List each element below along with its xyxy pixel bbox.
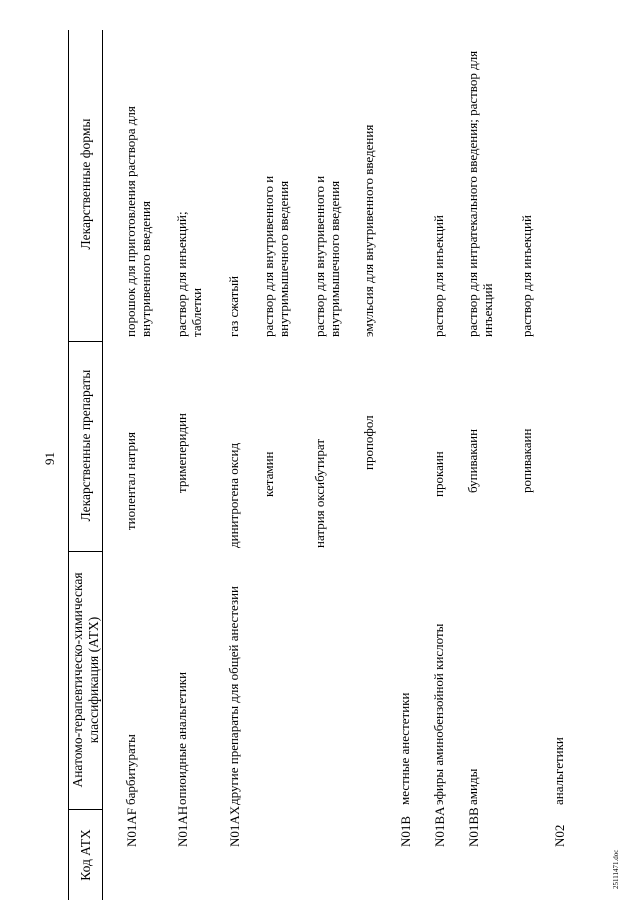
table-row-form: газ сжатый xyxy=(226,275,241,337)
table-row-class: амиды xyxy=(465,768,480,805)
table-row-form: порошок для приготовления раствора для внутривенного введения xyxy=(123,106,153,337)
table-row-drug: пропофол xyxy=(361,415,376,470)
table-row-class: опиоидные анальгетики xyxy=(174,671,189,805)
table-row-drug: тримеперидин xyxy=(174,412,189,493)
table-top-border xyxy=(68,30,69,900)
table-row-drug: бупивакаин xyxy=(465,428,480,493)
table-row-drug: тиопентал натрия xyxy=(123,432,138,530)
table-row-code: N01BB xyxy=(466,807,481,847)
footer-filename: 25111471.doc xyxy=(612,849,620,889)
table-row-class: анальгетики xyxy=(551,737,566,805)
table-row-form: раствор для внутривенного и внутримышечного введения xyxy=(312,175,342,337)
table-row-drug: ропивакаин xyxy=(519,428,534,493)
header-drugs: Лекарственные препараты xyxy=(78,369,93,522)
col-divider-3 xyxy=(68,341,102,342)
table-row-form: раствор для интратекального введения; раствор для инъекций xyxy=(465,50,495,337)
table-row-form: раствор для инъекций xyxy=(431,215,446,337)
table-row-class: другие препараты для общей анестезии xyxy=(226,586,241,805)
table-row-code: N01AH xyxy=(175,805,190,847)
table-row-class: местные анестетики xyxy=(397,692,412,805)
table-row-code: N01AF xyxy=(124,807,139,847)
table-row-code: N01BA xyxy=(432,806,447,847)
table-row-drug: кетамин xyxy=(261,451,276,497)
table-row-form: эмульсия для внутривенного введения xyxy=(361,124,376,337)
table-row-class: эфиры аминобензойной кислоты xyxy=(431,623,446,805)
table-row-drug: прокаин xyxy=(431,451,446,497)
table-row-code: N02 xyxy=(552,824,567,847)
table-row-form: раствор для внутривенного и внутримышечного введения xyxy=(261,175,291,337)
table-row-drug: натрия оксибутират xyxy=(312,438,327,548)
table-row-class: барбитураты xyxy=(123,734,138,805)
header-forms: Лекарственные формы xyxy=(78,118,93,250)
page-number: 91 xyxy=(42,452,57,465)
header-class: Анатомо-терапевтическо-химическая классификация (АТХ) xyxy=(70,572,101,788)
table-row-form: раствор для инъекций; таблетки xyxy=(174,211,204,337)
header-code: Код АТХ xyxy=(78,829,93,881)
table-row-code: N01AX xyxy=(227,805,242,847)
table-row-code: N01B xyxy=(398,815,413,847)
header-bottom-border xyxy=(102,30,103,900)
table-row-form: раствор для инъекций xyxy=(519,215,534,337)
col-divider-2 xyxy=(68,551,102,552)
table-row-drug: динитрогена оксид xyxy=(226,442,241,548)
